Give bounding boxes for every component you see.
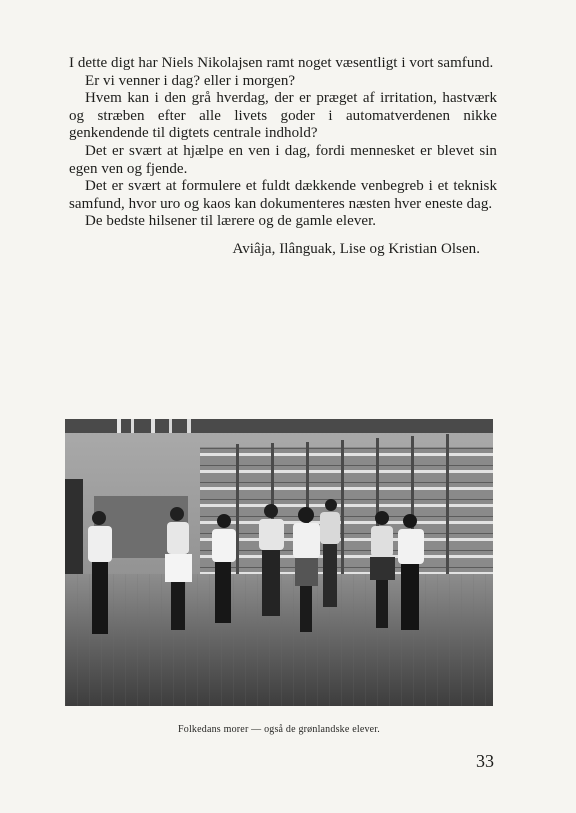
signature: Aviâja, Ilânguak, Lise og Kristian Olsen. [232,240,480,257]
folk-dance-photo [65,419,493,706]
door [65,479,83,574]
window-light [117,419,121,433]
paragraph-hverdag: Hvem kan i den grå hverdag, der er præget af irritation, hastværk og stræben efter alle livets goder i automatverdenen nikke genkendende til digtets centrale indhold? [69,90,497,142]
window-light [169,419,172,433]
folk-dance-photo-illustration [65,419,493,706]
window-light [131,419,134,433]
window-light [151,419,155,433]
page-number: 33 [476,751,494,771]
paragraph-question: Er vi venner i dag? eller i morgen? [85,72,296,89]
paragraph-venbegreb: Det er svært at formulere et fuldt dækkende venbegreb i et teknisk samfund, hvor uro og kaos kan dokumenteres næsten hver eneste dag. [69,178,497,212]
photo-caption: Folkedans morer — også de grønlandske elever. [177,724,380,735]
paragraph-intro: I dette digt har Niels Nikolajsen ramt noget væsentligt i vort samfund. [69,55,494,71]
window-light [187,419,191,433]
ceiling-strip [65,419,493,433]
paragraph-hilsener: De bedste hilsener til lærere og de gamle elever. [85,213,377,230]
article-text [69,55,497,259]
paragraph-ven: Det er svært at hjælpe en ven i dag, fordi mennesket er blevet sin egen ven og fjende. [69,142,497,177]
